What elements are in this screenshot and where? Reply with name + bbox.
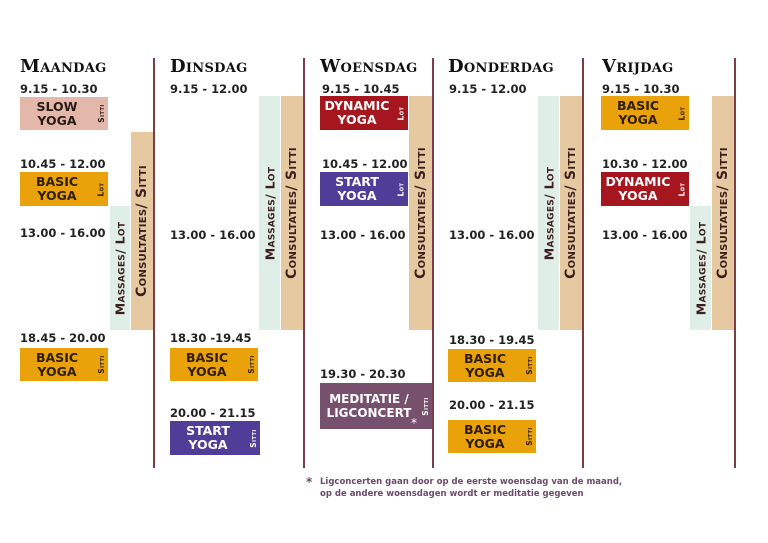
class-name: BASIC YOGA <box>463 350 507 380</box>
teacher-label: Sitti <box>96 355 106 374</box>
time-slot: 13.00 - 16.00 <box>320 228 406 242</box>
bar-label: Consultaties/ Sitti <box>284 147 301 279</box>
time-slot: 13.00 - 16.00 <box>170 228 256 242</box>
time-slot: 13.00 - 16.00 <box>20 226 106 240</box>
teacher-label: Sitti <box>96 104 106 123</box>
bar-consultaties <box>409 96 432 330</box>
class-name: DYNAMIC YOGA <box>324 98 390 127</box>
day-header-dinsdag: Dinsdag <box>170 56 248 77</box>
class-block-slow-yoga[interactable] <box>20 97 108 130</box>
time-slot: 19.30 - 20.30 <box>320 367 406 381</box>
bar-consultaties <box>131 132 153 330</box>
column-divider <box>153 58 155 468</box>
column-divider <box>582 58 584 468</box>
bar-massages <box>110 206 130 330</box>
class-block-basic-yoga[interactable] <box>20 348 108 381</box>
time-slot: 9.15 - 10.30 <box>20 82 98 96</box>
teacher-label: Lot <box>396 106 406 120</box>
class-name: BASIC YOGA <box>185 349 229 379</box>
bar-massages <box>259 96 280 330</box>
class-name: START YOGA <box>335 174 379 203</box>
time-slot: 18.30 - 19.45 <box>449 333 535 347</box>
teacher-label: Sitti <box>420 396 430 416</box>
class-name: SLOW YOGA <box>36 98 78 128</box>
bar-label: Massages/ Lot <box>112 221 128 315</box>
class-name: BASIC YOGA <box>463 421 507 451</box>
footnote-marker: * <box>411 416 417 430</box>
time-slot: 13.00 - 16.00 <box>449 228 535 242</box>
asterisk-icon: * <box>306 475 313 489</box>
class-name: BASIC YOGA <box>616 98 660 127</box>
time-slot: 9.15 - 10.30 <box>602 82 680 96</box>
bar-consultaties <box>560 96 582 330</box>
day-header-woensdag: Woensdag <box>320 56 418 77</box>
time-slot: 18.30 -19.45 <box>170 331 252 345</box>
bar-label: Consultaties/ Sitti <box>563 147 580 279</box>
teacher-label: Sitti <box>524 427 534 446</box>
class-name: BASIC YOGA <box>35 349 79 379</box>
bar-label: Massages/ Lot <box>693 221 708 315</box>
day-header-vrijdag: Vrijdag <box>602 56 674 77</box>
teacher-label: Sitti <box>524 356 534 375</box>
time-slot: 13.00 - 16.00 <box>602 228 688 242</box>
teacher-label: Sitti <box>248 428 258 448</box>
time-slot: 9.15 - 12.00 <box>449 82 527 96</box>
class-block-start-yoga[interactable] <box>170 421 260 455</box>
class-name: MEDITATIE / LIGCONCERT <box>326 392 412 420</box>
bar-massages <box>538 96 559 330</box>
bar-label: Consultaties/ Sitti <box>412 147 429 279</box>
time-slot: 10.45 - 12.00 <box>20 157 106 171</box>
bar-massages <box>690 206 711 330</box>
time-slot: 20.00 - 21.15 <box>449 398 535 412</box>
footnote-line-2: op de andere woensdagen wordt er meditatie gegeven <box>320 489 584 499</box>
footnote-line-1: Ligconcerten gaan door op de eerste woensdag van de maand, <box>320 477 623 487</box>
time-slot: 9.15 - 12.00 <box>170 82 248 96</box>
class-block-basic-yoga[interactable] <box>20 172 108 206</box>
column-divider <box>734 58 736 468</box>
day-header-maandag: Maandag <box>20 56 107 77</box>
class-block-dynamic-yoga[interactable] <box>320 96 408 130</box>
class-name: DYNAMIC YOGA <box>605 174 671 203</box>
bar-label: Massages/ Lot <box>541 166 556 260</box>
class-block-basic-yoga[interactable] <box>448 420 536 453</box>
column-divider <box>303 58 305 468</box>
footnote <box>308 476 622 500</box>
teacher-label: Lot <box>677 182 687 196</box>
teacher-label: Lot <box>96 182 106 196</box>
class-name: BASIC YOGA <box>35 174 79 203</box>
class-block-basic-yoga[interactable] <box>170 348 258 381</box>
teacher-label: Sitti <box>246 355 256 374</box>
day-header-donderdag: Donderdag <box>448 56 554 77</box>
bar-label: Massages/ Lot <box>262 166 277 260</box>
time-slot: 18.45 - 20.00 <box>20 331 106 345</box>
class-block-basic-yoga[interactable] <box>601 96 689 130</box>
time-slot: 10.45 - 12.00 <box>322 157 408 171</box>
bar-consultaties <box>712 96 734 330</box>
bar-consultaties <box>281 96 303 330</box>
class-block-start-yoga[interactable] <box>320 172 408 206</box>
teacher-label: Lot <box>677 106 687 120</box>
bar-label: Consultaties/ Sitti <box>134 165 151 297</box>
class-name: START YOGA <box>186 423 230 452</box>
time-slot: 10.30 - 12.00 <box>602 157 688 171</box>
column-divider <box>432 58 434 468</box>
time-slot: 20.00 - 21.15 <box>170 406 256 420</box>
teacher-label: Lot <box>396 182 406 196</box>
class-block-dynamic-yoga[interactable] <box>601 172 689 206</box>
time-slot: 9.15 - 10.45 <box>322 82 400 96</box>
bar-label: Consultaties/ Sitti <box>715 147 732 279</box>
class-block-basic-yoga[interactable] <box>448 349 536 382</box>
